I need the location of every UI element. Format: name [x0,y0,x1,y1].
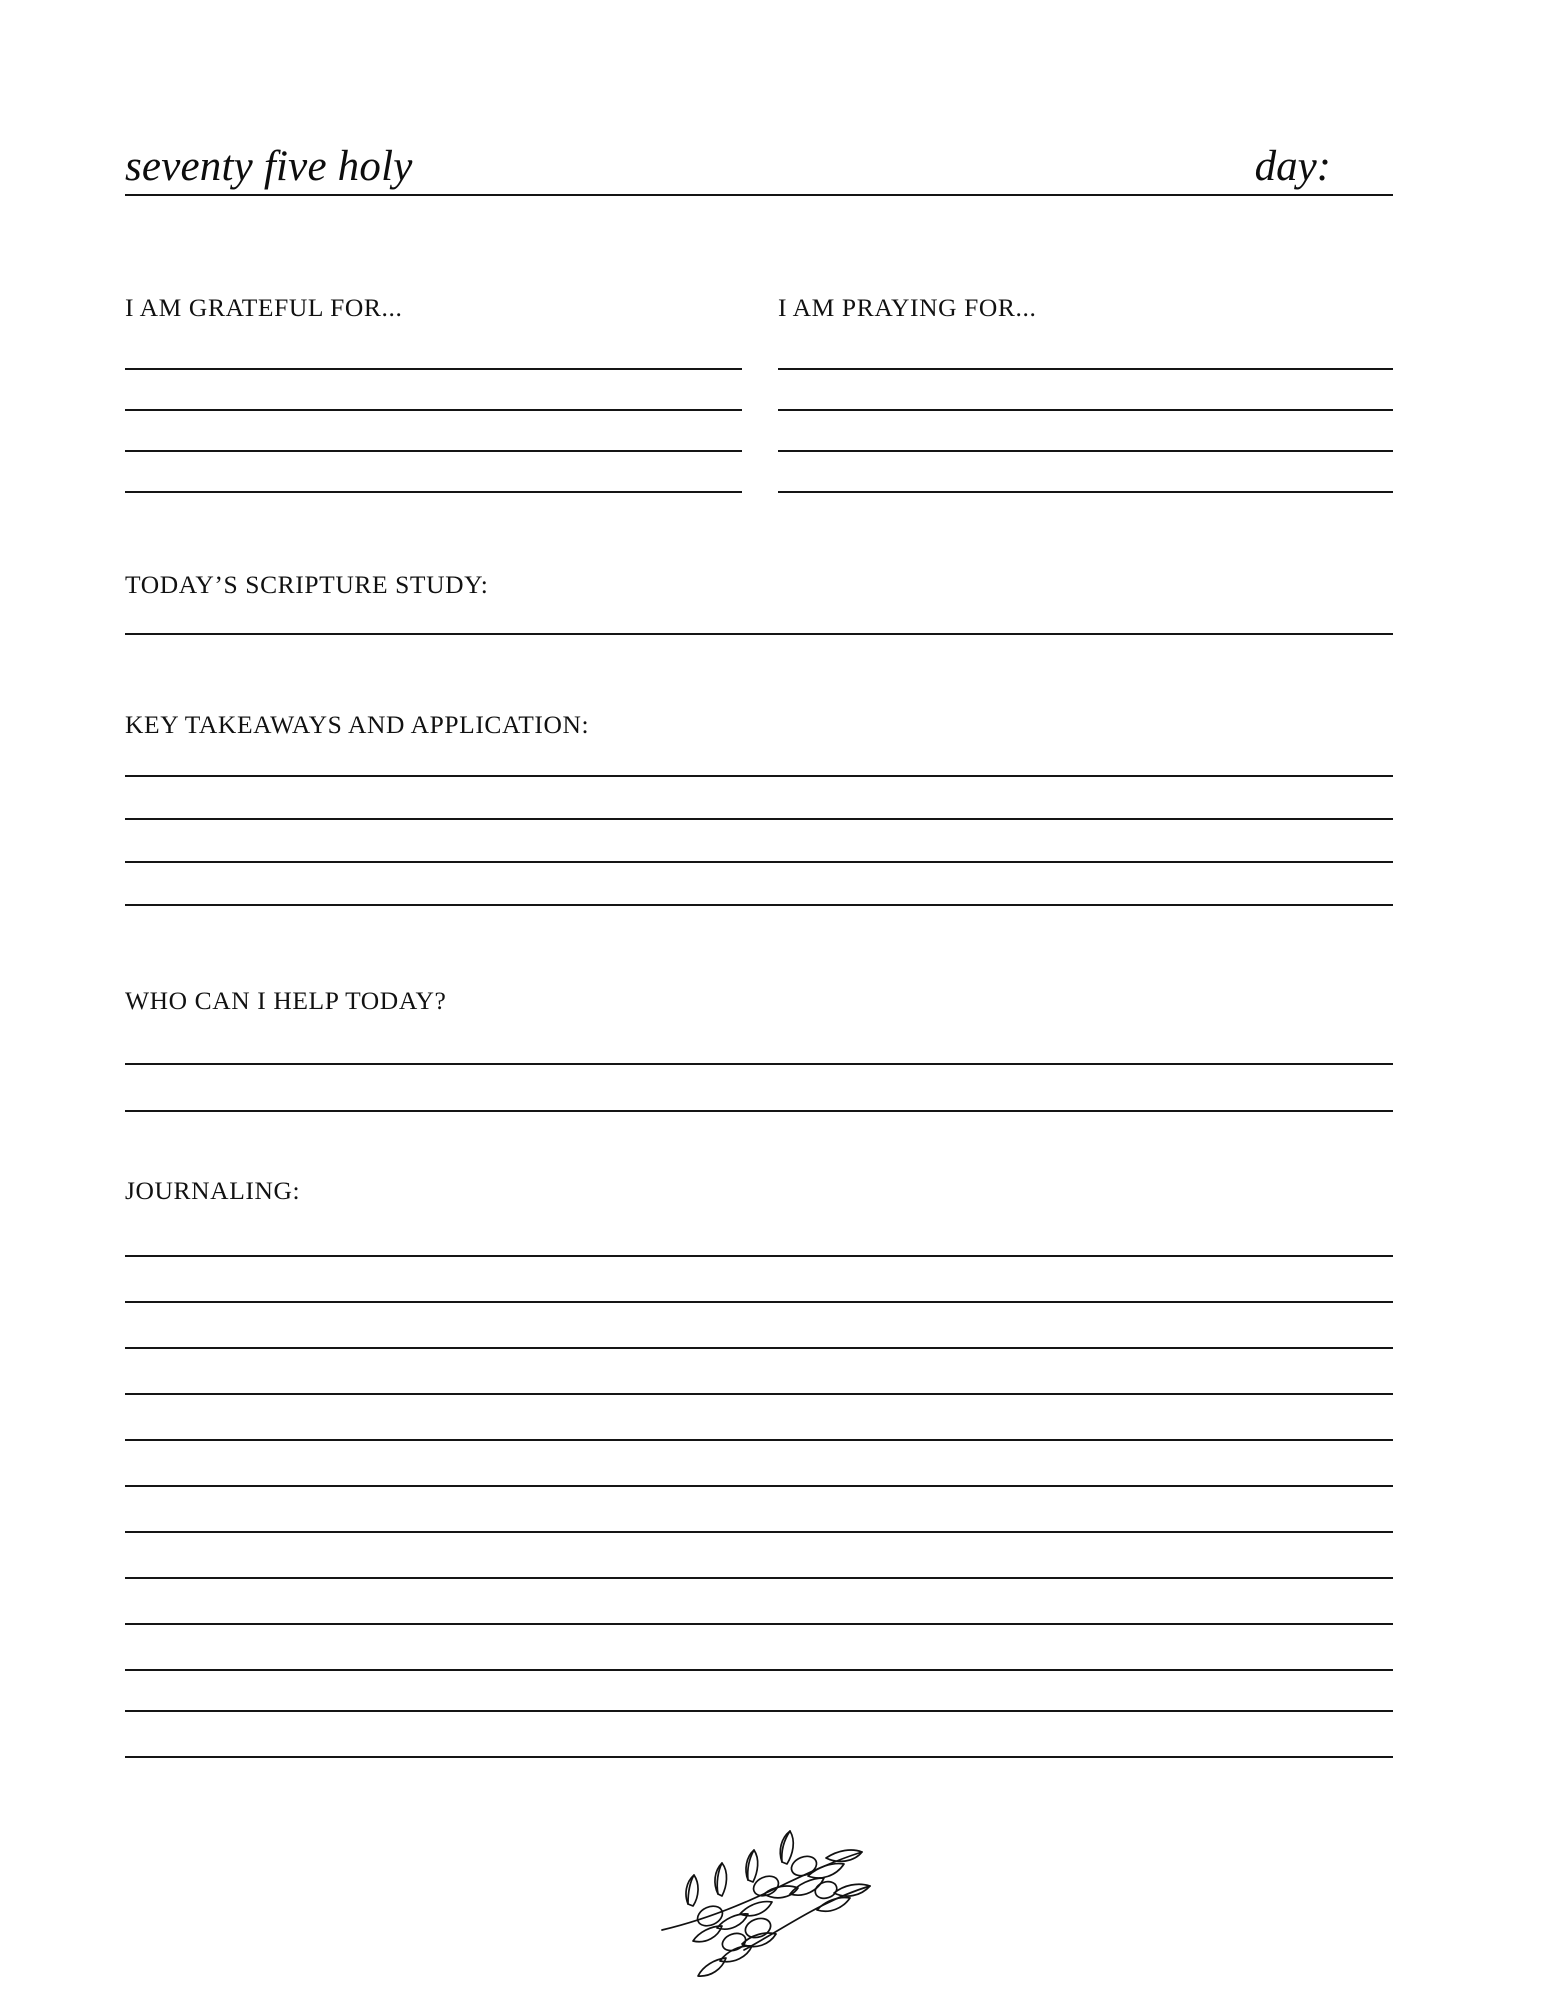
write-line-help-1[interactable] [125,1063,1393,1065]
write-line-grateful-3[interactable] [125,450,742,452]
section-label-grateful: I AM GRATEFUL FOR... [125,293,403,322]
write-line-praying-2[interactable] [778,409,1393,411]
section-label-journaling: JOURNALING: [125,1176,301,1205]
write-line-takeaways-3[interactable] [125,861,1393,863]
write-line-praying-3[interactable] [778,450,1393,452]
write-line-praying-4[interactable] [778,491,1393,493]
write-line-grateful-2[interactable] [125,409,742,411]
write-line-journaling-8[interactable] [125,1577,1393,1579]
day-field-label: day: [1254,143,1331,190]
write-line-help-2[interactable] [125,1110,1393,1112]
section-label-praying: I AM PRAYING FOR... [778,293,1037,322]
write-line-takeaways-4[interactable] [125,904,1393,906]
write-line-journaling-5[interactable] [125,1439,1393,1441]
write-line-journaling-7[interactable] [125,1531,1393,1533]
write-line-journaling-6[interactable] [125,1485,1393,1487]
section-label-help: WHO CAN I HELP TODAY? [125,986,447,1015]
write-line-journaling-12[interactable] [125,1756,1393,1758]
write-line-journaling-10[interactable] [125,1669,1393,1671]
write-line-grateful-4[interactable] [125,491,742,493]
header-divider [125,194,1393,196]
section-label-scripture: TODAY’S SCRIPTURE STUDY: [125,570,489,599]
write-line-journaling-9[interactable] [125,1623,1393,1625]
section-label-takeaways: KEY TAKEAWAYS AND APPLICATION: [125,710,590,739]
botanical-sprig-decoration [648,1818,898,1983]
write-line-scripture-1[interactable] [125,633,1393,635]
write-line-journaling-1[interactable] [125,1255,1393,1257]
write-line-takeaways-1[interactable] [125,775,1393,777]
write-line-grateful-1[interactable] [125,368,742,370]
write-line-journaling-4[interactable] [125,1393,1393,1395]
write-line-journaling-11[interactable] [125,1710,1393,1712]
write-line-journaling-3[interactable] [125,1347,1393,1349]
page-title: seventy five holy [125,143,413,190]
write-line-praying-1[interactable] [778,368,1393,370]
write-line-takeaways-2[interactable] [125,818,1393,820]
header-row [125,110,1393,188]
page-header [125,110,1393,200]
write-line-journaling-2[interactable] [125,1301,1393,1303]
